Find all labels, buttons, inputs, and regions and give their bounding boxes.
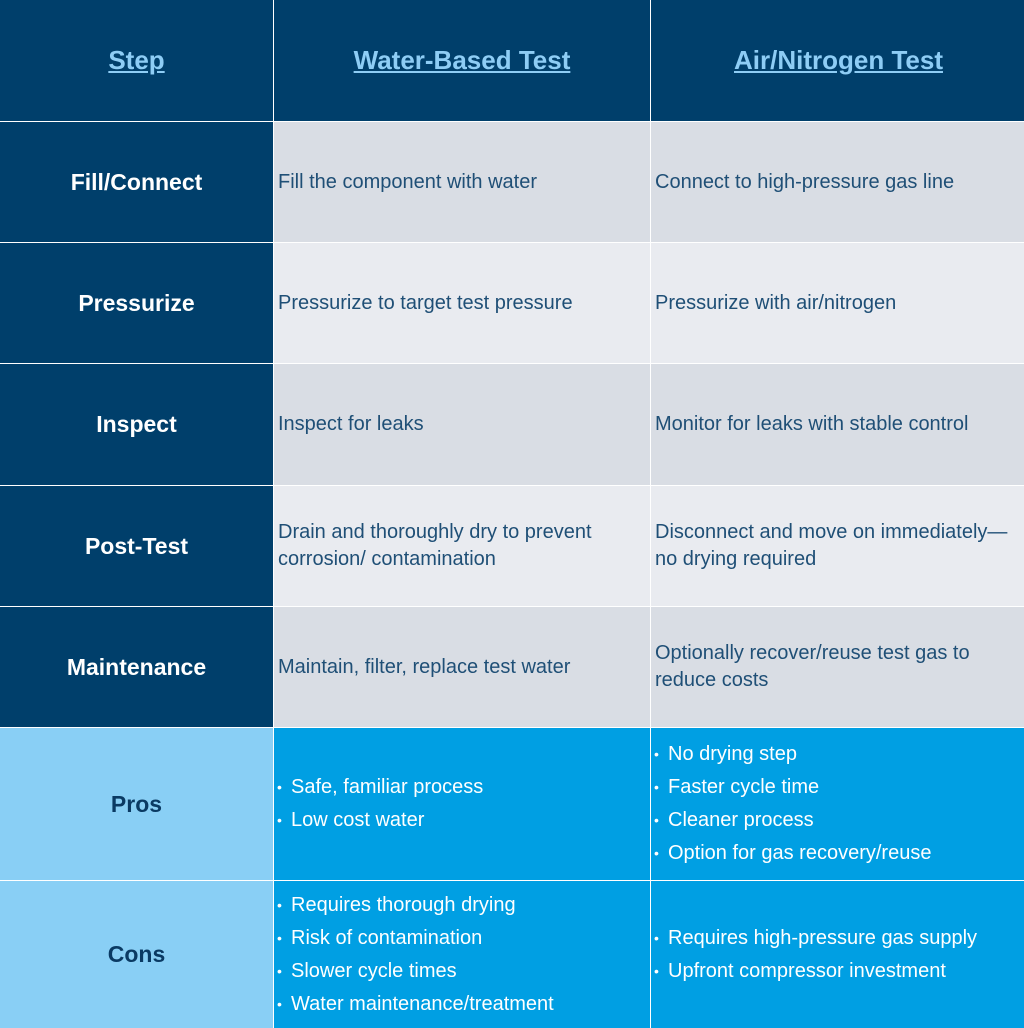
step-label: Post-Test [0, 486, 273, 606]
list-item: • Cleaner process [651, 804, 931, 837]
list-item: • Requires thorough drying [274, 889, 554, 922]
cons-water-cell [274, 881, 650, 1028]
water-cell: Pressurize to target test pressure [274, 243, 650, 363]
water-cell: Maintain, filter, replace test water [274, 607, 650, 727]
cons-label: Cons [0, 881, 273, 1028]
cons-air-list [651, 922, 977, 988]
list-item: • Faster cycle time [651, 771, 931, 804]
water-cell: Drain and thoroughly dry to prevent corrosion/ contamination [274, 486, 650, 606]
list-item: • Low cost water [274, 804, 483, 837]
list-item: • Option for gas recovery/reuse [651, 837, 931, 870]
pros-air-list [651, 738, 931, 870]
air-cell: Optionally recover/reuse test gas to reduce costs [651, 607, 1024, 727]
header-water [274, 0, 650, 121]
water-cell: Fill the component with water [274, 122, 650, 242]
header-step-label: Step [108, 45, 165, 75]
list-item: • Requires high-pressure gas supply [651, 922, 977, 955]
water-cell: Inspect for leaks [274, 364, 650, 485]
step-label: Inspect [0, 364, 273, 485]
step-label: Pressurize [0, 243, 273, 363]
step-label: Fill/Connect [0, 122, 273, 242]
air-cell: Disconnect and move on immediately—no drying required [651, 486, 1024, 606]
air-cell: Monitor for leaks with stable control [651, 364, 1024, 485]
pros-label: Pros [0, 728, 273, 880]
pros-water-list [274, 771, 483, 837]
list-item: • No drying step [651, 738, 931, 771]
list-item: • Risk of contamination [274, 922, 554, 955]
header-air [651, 0, 1024, 121]
list-item: • Safe, familiar process [274, 771, 483, 804]
header-water-label: Water-Based Test [353, 45, 571, 75]
list-item: • Water maintenance/treatment [274, 988, 554, 1021]
list-item: • Upfront compressor investment [651, 955, 977, 988]
header-air-label: Air/Nitrogen Test [734, 45, 943, 75]
pros-water-cell [274, 728, 650, 880]
pros-air-cell [651, 728, 1024, 880]
cons-water-list [274, 889, 554, 1021]
air-cell: Connect to high-pressure gas line [651, 122, 1024, 242]
header-step [0, 0, 273, 121]
list-item: • Slower cycle times [274, 955, 554, 988]
step-label: Maintenance [0, 607, 273, 727]
cons-air-cell [651, 881, 1024, 1028]
air-cell: Pressurize with air/nitrogen [651, 243, 1024, 363]
